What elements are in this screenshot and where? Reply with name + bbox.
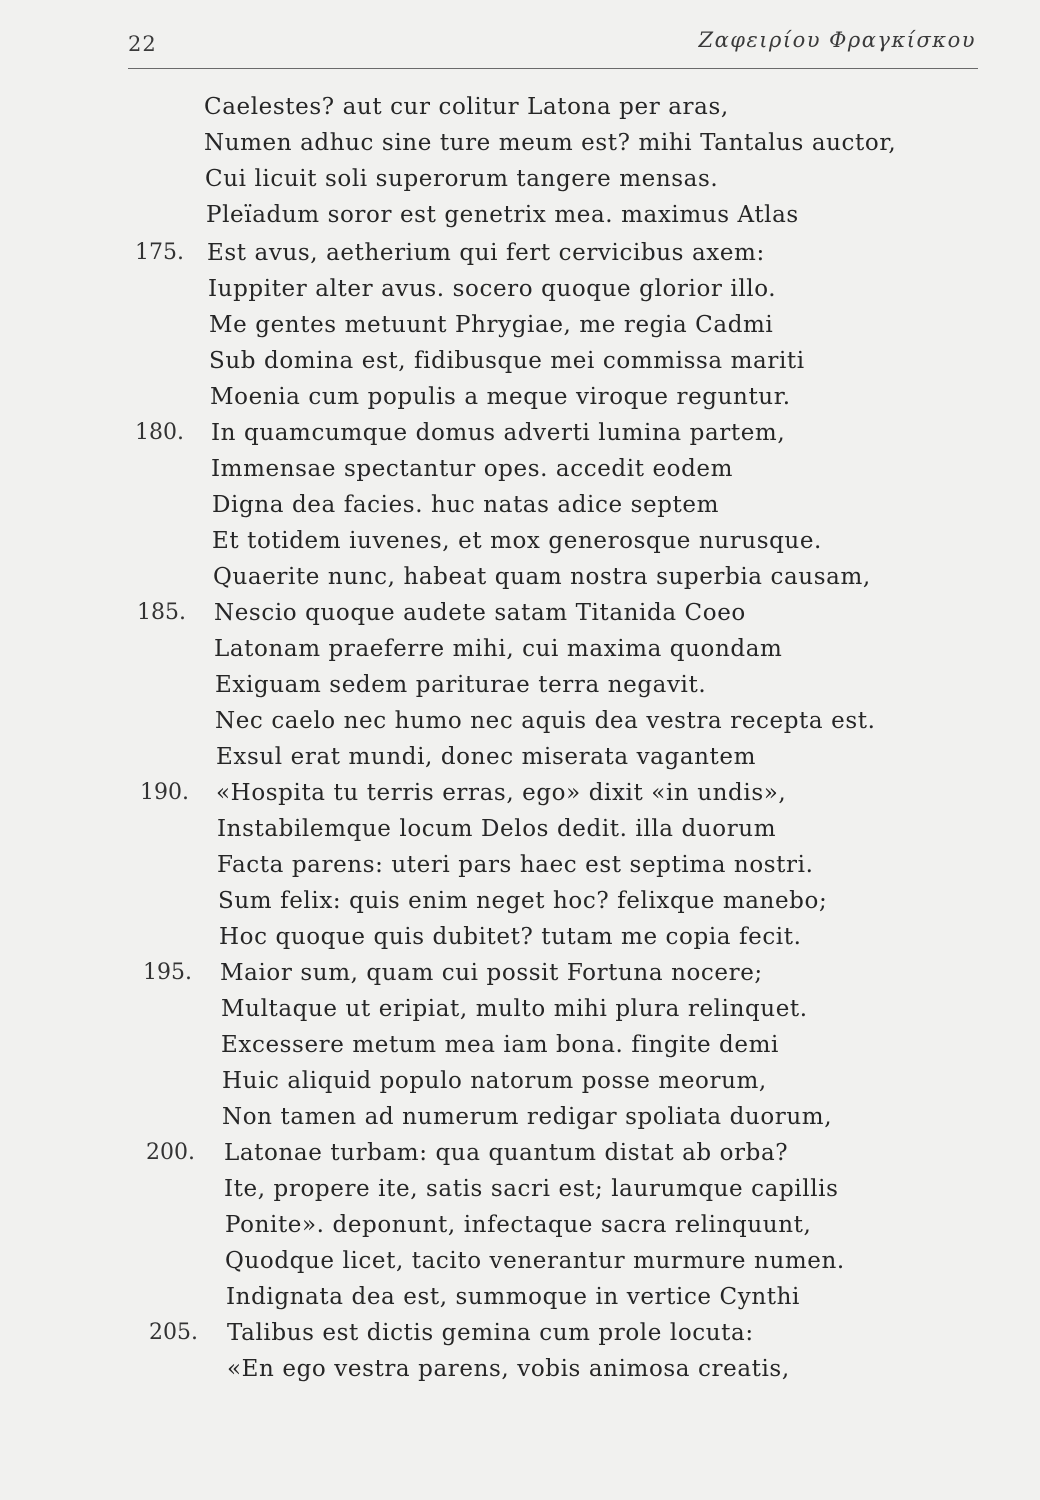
verse-line [0, 524, 1040, 558]
verse-text: Iuppiter alter avus. socero quoque glorior illo. [208, 276, 777, 302]
verse-line [0, 1100, 1040, 1134]
verse-line [0, 596, 1040, 630]
verse-text: Quaerite nunc, habeat quam nostra superbia causam, [213, 564, 871, 590]
verse-line [0, 1280, 1040, 1314]
verse-line [0, 992, 1040, 1026]
verse-text: Nescio quoque audete satam Titanida Coeo [214, 600, 746, 626]
verse-text: Cui licuit soli superorum tangere mensas. [205, 166, 719, 192]
line-number: 190. [140, 780, 189, 805]
verse-line [0, 236, 1040, 270]
verse-line [0, 198, 1040, 232]
verse-text: Talibus est dictis gemina cum prole locuta: [227, 1320, 754, 1346]
line-number: 185. [137, 600, 186, 625]
verse-line [0, 848, 1040, 882]
verse-line [0, 1172, 1040, 1206]
verse-text: Indignata dea est, summoque in vertice Cynthi [226, 1284, 800, 1310]
line-number: 200. [146, 1140, 195, 1165]
verse-line [0, 812, 1040, 846]
verse-line [0, 162, 1040, 196]
verse-text: In quamcumque domus adverti lumina partem, [211, 420, 786, 446]
verse-text: Ite, propere ite, satis sacri est; laurumque capillis [224, 1176, 839, 1202]
verse-text: «En ego vestra parens, vobis animosa creatis, [227, 1356, 790, 1382]
verse-line [0, 668, 1040, 702]
verse-line [0, 308, 1040, 342]
verse-line [0, 740, 1040, 774]
verse-line [0, 344, 1040, 378]
verse-text: «Hospita tu terris erras, ego» dixit «in undis», [216, 780, 787, 806]
verse-line [0, 272, 1040, 306]
verse-text: Me gentes metuunt Phrygiae, me regia Cadmi [209, 312, 774, 338]
verse-text: Maior sum, quam cui possit Fortuna nocere; [220, 960, 763, 986]
verse-line [0, 126, 1040, 160]
verse-line [0, 416, 1040, 450]
verse-text: Instabilemque locum Delos dedit. illa duorum [217, 816, 777, 842]
verse-text: Nec caelo nec humo nec aquis dea vestra recepta est. [215, 708, 876, 734]
verse-text: Multaque ut eripiat, multo mihi plura relinquet. [221, 996, 808, 1022]
verse-line [0, 90, 1040, 124]
verse-text: Sum felix: quis enim neget hoc? felixque manebo; [218, 888, 828, 914]
header-rule [128, 68, 978, 69]
verse-line [0, 1064, 1040, 1098]
page-header [128, 22, 976, 70]
verse-text: Exiguam sedem pariturae terra negavit. [215, 672, 707, 698]
line-number: 195. [143, 960, 192, 985]
page-number: 22 [128, 32, 157, 56]
verse-line [0, 560, 1040, 594]
running-title: Ζαφειρίου Φραγκίσκου [698, 28, 976, 52]
verse-text: Moenia cum populis a meque viroque reguntur. [210, 384, 791, 410]
verse-line [0, 1028, 1040, 1062]
verse-text: Facta parens: uteri pars haec est septima nostri. [217, 852, 814, 878]
verse-line [0, 1316, 1040, 1350]
verse-line [0, 956, 1040, 990]
verse-text: Quodque licet, tacito venerantur murmure numen. [225, 1248, 845, 1274]
verse-text: Est avus, aetherium qui fert cervicibus axem: [207, 240, 765, 266]
verse-line [0, 1244, 1040, 1278]
verse-text: Immensae spectantur opes. accedit eodem [211, 456, 734, 482]
verse-text: Numen adhuc sine ture meum est? mihi Tantalus auctor, [204, 130, 897, 156]
verse-line [0, 920, 1040, 954]
line-number: 175. [135, 240, 184, 265]
verse-text: Latonam praeferre mihi, cui maxima quondam [214, 636, 783, 662]
verse-line [0, 380, 1040, 414]
verse-line [0, 632, 1040, 666]
verse-line [0, 884, 1040, 918]
verse-text: Digna dea facies. huc natas adice septem [212, 492, 720, 518]
verse-line [0, 452, 1040, 486]
verse-text: Sub domina est, fidibusque mei commissa mariti [209, 348, 805, 374]
verse-text: Huic aliquid populo natorum posse meorum, [222, 1068, 767, 1094]
verse-text: Non tamen ad numerum redigar spoliata duorum, [222, 1104, 833, 1130]
verse-text: Exsul erat mundi, donec miserata vagantem [216, 744, 757, 770]
verse-line [0, 1208, 1040, 1242]
line-number: 180. [135, 420, 184, 445]
verse-text: Hoc quoque quis dubitet? tutam me copia fecit. [219, 924, 802, 950]
verse-line [0, 704, 1040, 738]
verse-line [0, 776, 1040, 810]
verse-text: Pleïadum soror est genetrix mea. maximus Atlas [206, 202, 799, 228]
verse-text: Excessere metum mea iam bona. fingite demi [221, 1032, 779, 1058]
verse-text: Ponite». deponunt, infectaque sacra relinquunt, [225, 1212, 812, 1238]
verse-text: Caelestes? aut cur colitur Latona per aras, [204, 94, 729, 120]
verse-line [0, 488, 1040, 522]
verse-line [0, 1352, 1040, 1386]
verse-line [0, 1136, 1040, 1170]
line-number: 205. [149, 1320, 198, 1345]
verse-text: Et totidem iuvenes, et mox generosque nurusque. [212, 528, 822, 554]
verse-text: Latonae turbam: qua quantum distat ab orba? [224, 1140, 789, 1166]
